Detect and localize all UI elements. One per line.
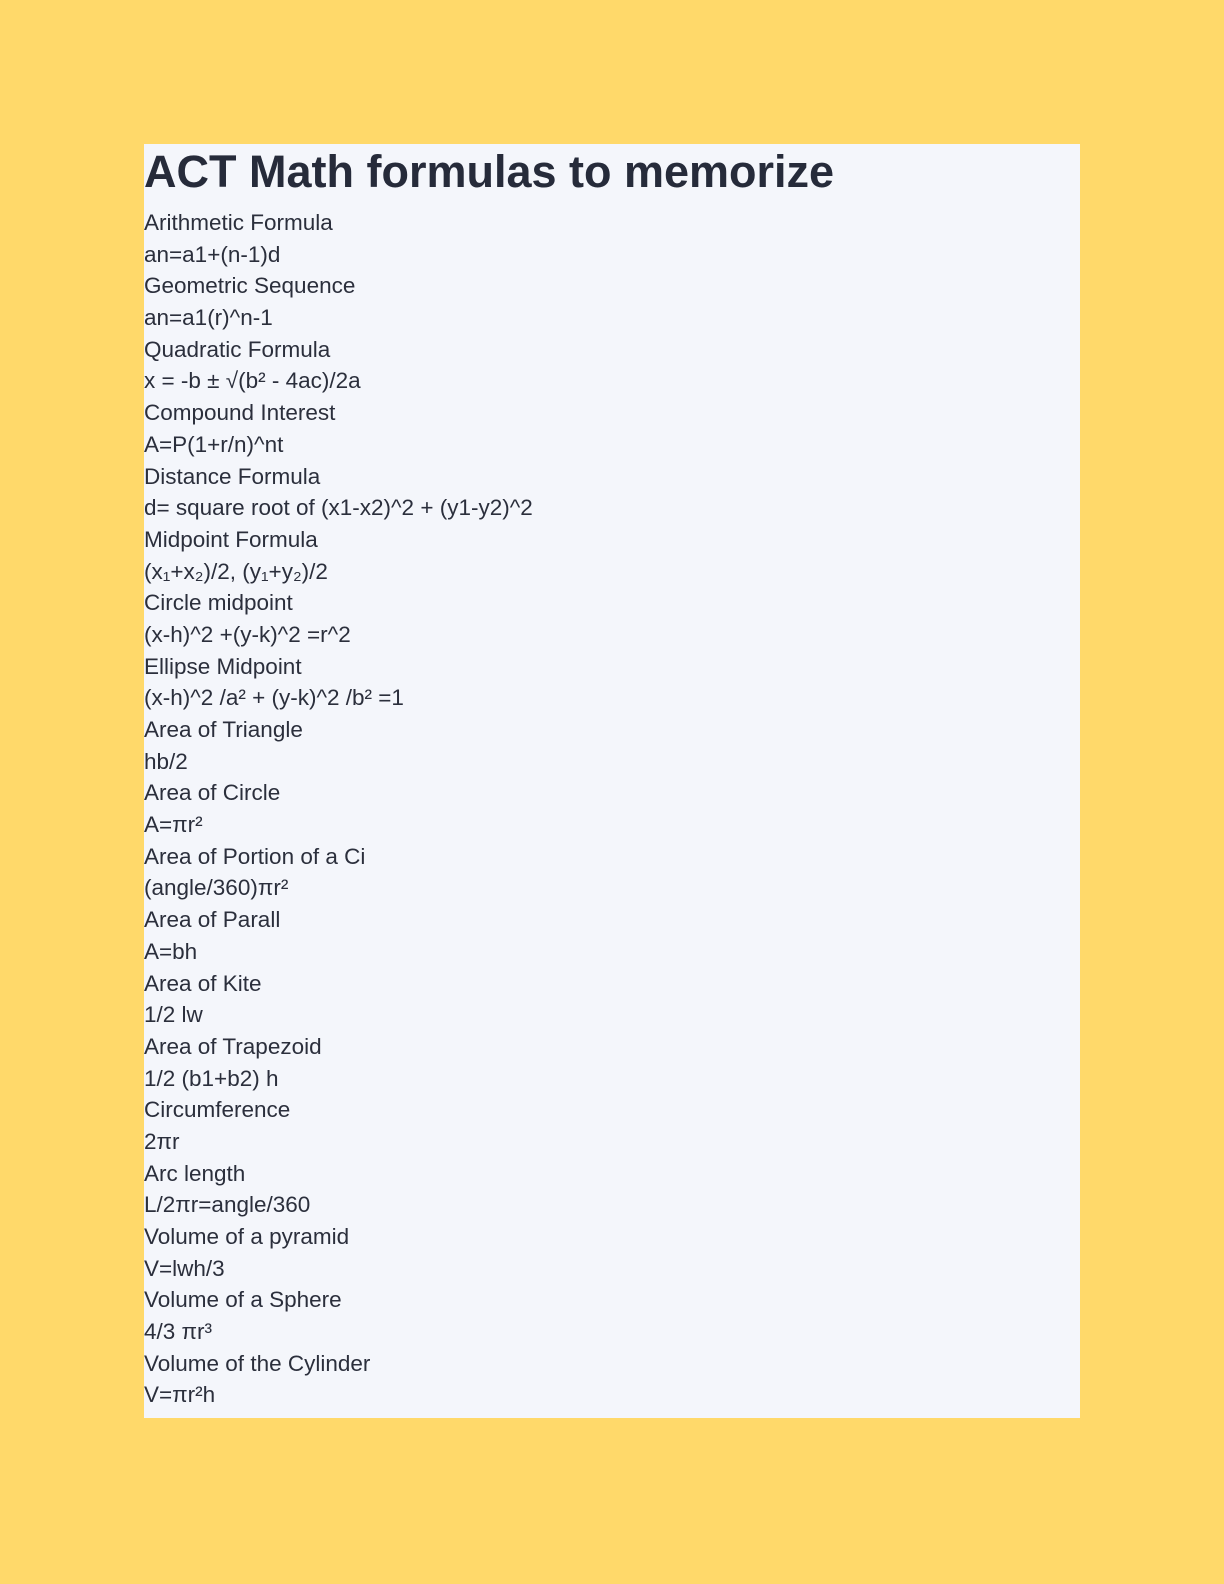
formula-name: Geometric Sequence bbox=[144, 273, 356, 299]
formula-expression: hb/2 bbox=[144, 748, 188, 774]
formula-expression: 2πr bbox=[144, 1128, 180, 1154]
formula-name: Arithmetic Formula bbox=[144, 210, 333, 235]
formula-expression: (x₁+x₂)/2, (y₁+y₂)/2 bbox=[144, 558, 328, 584]
formula-name: Circumference bbox=[144, 1097, 291, 1123]
formula-expression: V=lwh/3 bbox=[144, 1255, 225, 1281]
formula-expression: A=bh bbox=[144, 938, 198, 964]
formula-expression: V=πr²h bbox=[144, 1382, 216, 1408]
formula-expression: (x-h)^2 /a² + (y-k)^2 /b² =1 bbox=[144, 685, 404, 711]
formula-expression: an=a1(r)^n-1 bbox=[144, 305, 273, 331]
formula-name: Volume of the Cylinder bbox=[144, 1350, 371, 1376]
formula-name: Quadratic Formula bbox=[144, 336, 331, 362]
formula-name: Area of Parall bbox=[144, 907, 281, 933]
formula-name: Volume of a pyramid bbox=[144, 1224, 350, 1249]
formula-expression: (angle/360)πr² bbox=[144, 875, 289, 901]
formula-name: Distance Formula bbox=[144, 463, 321, 489]
formula-expression: an=a1+(n-1)d bbox=[144, 241, 281, 267]
formula-list bbox=[144, 207, 1080, 1411]
formula-name: Area of Circle bbox=[144, 780, 281, 806]
formula-name: Arc length bbox=[144, 1160, 246, 1186]
formula-expression: d= square root of (x1-x2)^2 + (y1-y2)^2 bbox=[144, 495, 533, 521]
formula-name: Area of Triangle bbox=[144, 717, 303, 742]
formula-name: Circle midpoint bbox=[144, 590, 293, 616]
formula-name: Midpoint Formula bbox=[144, 526, 318, 552]
formula-expression: A=P(1+r/n)^nt bbox=[144, 431, 284, 457]
document-page bbox=[144, 144, 1080, 1418]
formula-name: Compound Interest bbox=[144, 400, 336, 426]
formula-expression: 4/3 πr³ bbox=[144, 1319, 213, 1345]
formula-expression: 1/2 (b1+b2) h bbox=[144, 1065, 279, 1091]
formula-expression: (x-h)^2 +(y-k)^2 =r^2 bbox=[144, 621, 351, 647]
formula-expression: L/2πr=angle/360 bbox=[144, 1192, 311, 1218]
formula-expression: 1/2 lw bbox=[144, 1002, 203, 1028]
formula-name: Ellipse Midpoint bbox=[144, 653, 302, 679]
page-title: ACT Math formulas to memorize bbox=[144, 146, 835, 197]
formula-name: Volume of a Sphere bbox=[144, 1287, 342, 1313]
formula-expression: A=πr² bbox=[144, 812, 203, 838]
formula-expression: x = -b ± √(b² - 4ac)/2a bbox=[144, 368, 361, 394]
formula-name: Area of Trapezoid bbox=[144, 1033, 322, 1059]
formula-name: Area of Portion of a Ci bbox=[144, 843, 366, 869]
formula-name: Area of Kite bbox=[144, 970, 262, 996]
